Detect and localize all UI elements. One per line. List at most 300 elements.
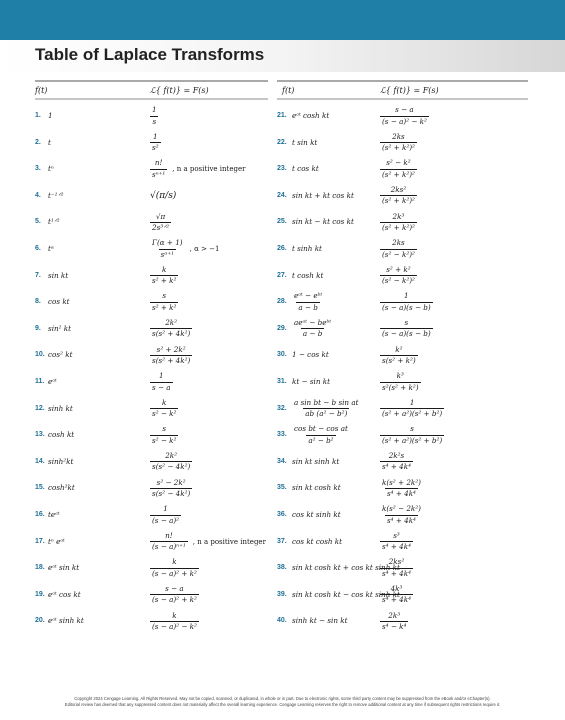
laplace-transform	[380, 130, 417, 156]
laplace-transform-fraction	[380, 399, 444, 419]
laplace-transform	[150, 316, 192, 342]
time-function: eᵃᵗ sin kt	[48, 563, 80, 573]
laplace-transform-fraction	[380, 425, 444, 445]
laplace-transform-denominator: s⁴ + 4k⁴	[382, 542, 411, 552]
table-row	[35, 608, 285, 634]
laplace-transform-fraction	[380, 266, 417, 286]
laplace-transform-fraction	[380, 532, 413, 552]
row-number: 21.	[277, 112, 287, 119]
time-function: eᵃᵗ sinh kt	[48, 616, 84, 626]
laplace-transform-numerator: k	[162, 264, 167, 274]
row-number: 32.	[277, 404, 287, 412]
time-function: cos kt sinh kt	[292, 510, 341, 519]
laplace-transform	[150, 156, 245, 182]
laplace-transform-numerator: 1	[404, 291, 409, 301]
table-row	[35, 396, 285, 422]
time-function: teᵃᵗ	[48, 510, 60, 519]
laplace-transform-frame	[380, 103, 429, 129]
laplace-transform-frame	[380, 582, 413, 608]
laplace-transform-frame	[150, 209, 171, 235]
laplace-transform-numerator: s	[410, 424, 414, 434]
time-function: eᵃᵗ cos kt	[48, 589, 81, 599]
laplace-transform	[380, 582, 413, 608]
laplace-transform-fraction	[150, 399, 178, 419]
row-number: 12.	[35, 404, 45, 412]
laplace-transform-text: √(π/s)	[150, 190, 177, 201]
laplace-transform-denominator: sᵅ⁺¹	[160, 249, 175, 259]
laplace-transform	[150, 263, 178, 289]
row-number: 29.	[277, 324, 287, 332]
laplace-transform-numerator: k²	[395, 344, 403, 354]
laplace-transform-numerator: n!	[165, 530, 173, 540]
laplace-transform-frame	[380, 555, 413, 581]
laplace-transform-fraction	[380, 186, 417, 206]
laplace-transform-denominator: (s² + a²)(s² + b²)	[382, 435, 443, 445]
laplace-transform-denominator: (s² + k²)²	[382, 222, 415, 232]
laplace-transform-numerator: s³	[393, 530, 400, 540]
laplace-transform-frame	[380, 502, 423, 528]
time-function-frame	[292, 422, 350, 448]
row-number: 16.	[35, 511, 45, 518]
laplace-transform-denominator: s² − k²	[152, 409, 177, 419]
laplace-transform-frame	[150, 130, 161, 156]
laplace-transform-numerator: 2ks	[392, 131, 405, 141]
laplace-transform-fraction	[380, 239, 417, 259]
laplace-transform	[150, 369, 173, 395]
laplace-transform-numerator: 1	[159, 371, 164, 381]
laplace-transform	[380, 289, 433, 315]
time-function-denominator: ab (a² − b²)	[305, 409, 348, 419]
copyright-footer	[20, 696, 545, 708]
row-number: 23.	[277, 165, 287, 173]
row-number: 27.	[277, 271, 287, 279]
laplace-transform-fraction	[380, 585, 413, 605]
time-function: eᵃᵗ	[48, 377, 57, 386]
time-function	[292, 316, 333, 342]
left-header-ft: f(t)	[35, 86, 48, 95]
laplace-transform-numerator: k³	[396, 371, 404, 381]
laplace-transform-frame	[380, 475, 423, 501]
laplace-transform-fraction	[150, 505, 181, 525]
laplace-transform	[380, 502, 423, 528]
laplace-transform	[380, 236, 417, 262]
laplace-transform-numerator: 2ks²	[388, 557, 405, 567]
laplace-transform-fraction	[380, 292, 433, 312]
laplace-transform-frame	[380, 422, 444, 448]
time-function: cosh kt	[48, 430, 75, 440]
laplace-transform-numerator: s² + 2k²	[156, 344, 186, 354]
laplace-transform-frame	[380, 396, 444, 422]
laplace-transform-denominator: (s − a)(s − b)	[382, 329, 431, 339]
row-number: 26.	[277, 245, 287, 252]
laplace-transform-frame	[150, 449, 192, 475]
laplace-transform-numerator: s	[162, 424, 167, 434]
laplace-transform-frame	[150, 582, 199, 608]
time-function: sin kt sinh kt	[292, 456, 340, 466]
laplace-transform-numerator: s − a	[165, 584, 184, 594]
laplace-transform-numerator: s² − 2k²	[156, 477, 186, 487]
laplace-transform-fraction	[150, 159, 167, 179]
laplace-transform-fraction	[380, 372, 421, 392]
table-row	[35, 475, 285, 501]
table-row	[277, 502, 527, 528]
time-function-frame	[292, 396, 361, 422]
laplace-transform-fraction	[150, 213, 171, 233]
laplace-transform	[150, 422, 178, 448]
laplace-transform-denominator: (s² + a²)(s² + b²)	[382, 409, 443, 419]
laplace-transform-numerator: 1	[153, 131, 158, 141]
footer-line-1: Copyright 2024 Cengage Learning. All Rights Reserved. May not be copied, scanned, or duplicated, in whole or in part. Due to electronic rights, some third party content may be suppressed from the eBook and/or eChapter(s).	[74, 696, 491, 701]
row-number: 15.	[35, 484, 45, 492]
laplace-transform-numerator: 2k³	[388, 610, 401, 620]
laplace-transform-frame	[150, 156, 245, 182]
laplace-transform	[150, 209, 171, 235]
time-function: tⁿ eᵃᵗ	[48, 536, 65, 546]
condition-note: , n a positive integer	[192, 537, 266, 546]
time-function-frame	[292, 316, 333, 342]
condition-note: , α > −1	[189, 245, 220, 253]
time-function: sin² kt	[48, 323, 72, 333]
time-function: cos kt cosh kt	[292, 536, 343, 546]
laplace-transform-denominator: s(s² + 4k²)	[152, 329, 191, 339]
laplace-transform-denominator: (s² − k²)²	[382, 276, 415, 286]
laplace-transform-numerator: s² − k²	[386, 158, 411, 168]
laplace-transform-denominator: s⁴ − k⁴	[382, 621, 407, 631]
laplace-transform-frame	[380, 183, 417, 209]
laplace-transform-denominator: s⁴ + 4k⁴	[386, 488, 416, 498]
laplace-transform-denominator: s⁴ + 4k⁴	[386, 515, 416, 525]
laplace-transform-frame	[380, 316, 433, 342]
laplace-transform-frame	[150, 103, 159, 129]
table-row	[277, 369, 527, 395]
row-number: 33.	[277, 431, 287, 439]
row-number: 34.	[277, 457, 287, 465]
laplace-transform-fraction	[150, 106, 159, 126]
time-function-numerator: eᵃᵗ − eᵇᵗ	[294, 291, 323, 301]
laplace-transform-frame	[380, 263, 417, 289]
laplace-transform-fraction	[150, 346, 192, 366]
laplace-transform	[380, 422, 444, 448]
laplace-transform-denominator: s(s² + k²)	[382, 355, 416, 365]
table-row	[35, 103, 285, 129]
laplace-transform-denominator: s⁴ + 4k⁴	[382, 462, 411, 472]
laplace-transform-fraction	[380, 319, 433, 339]
row-number: 31.	[277, 378, 287, 385]
laplace-transform-denominator: (s − a)²	[152, 515, 180, 525]
laplace-transform-denominator: (s − a)² + k²	[152, 595, 197, 605]
right-header-ft: f(t)	[282, 86, 295, 95]
time-function: sinh²kt	[48, 456, 74, 466]
laplace-transform	[150, 396, 178, 422]
laplace-transform-fraction	[380, 505, 423, 525]
laplace-transform-frame	[150, 369, 173, 395]
laplace-transform	[380, 608, 408, 634]
laplace-transform-fraction	[380, 106, 429, 126]
laplace-transform-numerator: k	[172, 557, 177, 567]
laplace-transform-fraction	[150, 452, 192, 472]
time-function: sinh kt − sin kt	[292, 616, 348, 626]
laplace-transform-fraction	[380, 133, 417, 153]
laplace-transform	[380, 183, 417, 209]
table-row	[35, 316, 285, 342]
laplace-transform-numerator: 2ks²	[390, 185, 407, 195]
laplace-transform	[150, 289, 178, 315]
row-number: 10.	[35, 351, 45, 359]
laplace-transform-fraction	[150, 532, 188, 552]
laplace-transform-fraction	[380, 479, 423, 499]
row-number: 25.	[277, 218, 287, 226]
laplace-transform-numerator: 4k³	[390, 584, 403, 594]
laplace-transform-fraction	[150, 425, 178, 445]
table-row	[35, 422, 285, 448]
table-row	[277, 582, 527, 608]
time-function: t⁻¹ᐟ²	[48, 190, 64, 200]
table-row	[277, 130, 527, 156]
laplace-transform-frame	[150, 608, 199, 634]
laplace-transform-denominator: (s² + k²)²	[382, 169, 415, 179]
laplace-transform-frame	[380, 369, 421, 395]
table-row	[35, 130, 285, 156]
laplace-transform	[380, 475, 423, 501]
time-function: eᵃᵗ cosh kt	[292, 111, 330, 120]
table-row	[35, 555, 285, 581]
laplace-transform-numerator: 1	[163, 504, 168, 514]
laplace-transform-fraction	[380, 452, 413, 472]
table-row	[277, 183, 527, 209]
table-row	[277, 608, 527, 634]
table-row	[277, 103, 527, 129]
time-function-numerator: cos bt − cos at	[294, 424, 348, 434]
laplace-transform	[380, 156, 417, 182]
laplace-transform-frame	[150, 183, 176, 209]
time-function-denominator: a² − b²	[308, 435, 334, 445]
laplace-transform-denominator: s	[152, 116, 157, 126]
laplace-transform-numerator: k	[162, 397, 167, 407]
laplace-transform-numerator: s − a	[395, 105, 414, 115]
time-function	[292, 396, 361, 422]
laplace-transform-numerator: k(s² + 2k²)	[382, 477, 421, 487]
row-number: 35.	[277, 484, 287, 492]
laplace-transform-denominator: s⁴ + 4k⁴	[382, 568, 411, 578]
laplace-transform	[150, 582, 199, 608]
row-number: 24.	[277, 191, 287, 199]
laplace-transform-numerator: 1	[409, 397, 415, 407]
laplace-transform-denominator: (s − a)² − k²	[382, 116, 427, 126]
time-function: sin kt cosh kt − cos kt sinh kt	[292, 589, 400, 599]
top-color-band	[0, 0, 565, 40]
laplace-transform	[150, 555, 199, 581]
laplace-transform-numerator: s	[162, 291, 167, 301]
time-function-fraction	[292, 425, 350, 445]
laplace-transform-numerator: 1	[152, 105, 157, 115]
time-function: t	[48, 137, 51, 147]
time-function: 1 − cos kt	[292, 350, 329, 360]
laplace-transform-denominator: s²(s² + k²)	[382, 382, 419, 392]
laplace-transform	[150, 608, 199, 634]
laplace-transform-frame	[150, 529, 266, 555]
laplace-transform-frame	[380, 449, 413, 475]
laplace-transform-fraction	[380, 346, 418, 366]
time-function	[292, 289, 324, 315]
laplace-transform-numerator: k	[172, 610, 177, 620]
time-function: tⁿ	[48, 164, 54, 174]
row-number: 1.	[35, 112, 41, 119]
row-number: 22.	[277, 138, 287, 146]
row-number: 7.	[35, 271, 41, 279]
table-row	[277, 156, 527, 182]
laplace-transform	[150, 475, 192, 501]
table-row	[277, 449, 527, 475]
laplace-transform-numerator: 2k²	[165, 451, 178, 461]
time-function-denominator: a − b	[298, 302, 318, 312]
laplace-transform-fraction	[150, 266, 178, 286]
laplace-transform-fraction	[150, 479, 192, 499]
row-number: 8.	[35, 298, 41, 306]
laplace-transform-fraction	[380, 159, 417, 179]
laplace-transform-fraction	[150, 239, 185, 259]
laplace-transform-frame	[150, 475, 192, 501]
time-function: sin kt cosh kt + cos kt sinh kt	[292, 563, 400, 573]
laplace-transform-frame	[150, 289, 178, 315]
laplace-transform-denominator: sⁿ⁺¹	[152, 169, 166, 179]
laplace-transform-fraction	[150, 585, 199, 605]
laplace-transform	[150, 342, 192, 368]
time-function-fraction	[292, 399, 361, 419]
table-row	[277, 342, 527, 368]
time-function: t cosh kt	[292, 270, 324, 280]
laplace-transform-denominator: (s − a)² − k²	[152, 621, 197, 631]
right-header-fs: ℒ{ f(t)} = F(s)	[380, 86, 439, 95]
laplace-transform-frame	[150, 236, 219, 262]
time-function-fraction	[292, 319, 333, 339]
time-function-numerator: aeᵃᵗ − beᵇᵗ	[294, 318, 332, 328]
table-row	[35, 209, 285, 235]
laplace-transform	[380, 555, 413, 581]
table-row	[277, 236, 527, 262]
table-row	[35, 183, 285, 209]
laplace-transform-numerator: Γ(α + 1)	[152, 238, 183, 248]
laplace-transform-fraction	[150, 612, 199, 632]
laplace-transform-fraction	[150, 319, 192, 339]
laplace-transform-numerator: 2k²s	[388, 451, 405, 461]
laplace-transform-fraction	[380, 213, 417, 233]
laplace-transform-frame	[380, 156, 417, 182]
table-row	[35, 582, 285, 608]
row-number: 3.	[35, 165, 41, 173]
laplace-transform	[150, 449, 192, 475]
table-row	[35, 529, 285, 555]
laplace-transform-frame	[380, 529, 413, 555]
time-function: sin kt + kt cos kt	[292, 190, 354, 200]
laplace-transform-denominator: s²	[152, 143, 159, 153]
row-number: 17.	[35, 537, 45, 545]
laplace-transform	[150, 103, 159, 129]
row-number: 6.	[35, 245, 41, 252]
laplace-transform-frame	[380, 289, 433, 315]
time-function: t cos kt	[292, 164, 319, 174]
row-number: 5.	[35, 218, 41, 226]
table-row	[277, 289, 527, 315]
footer-line-2: Editorial review has deemed that any suppressed content does not materially affect the overall learning experience. Cengage Learning reserves the right to remove additional content at any time if subsequent rights restrictions require it.	[64, 702, 501, 707]
laplace-transform-denominator: s⁴ + 4k⁴	[382, 595, 411, 605]
row-number: 37.	[277, 537, 287, 545]
laplace-transform	[380, 529, 413, 555]
table-row	[35, 289, 285, 315]
table-row	[35, 156, 285, 182]
time-function: t sin kt	[292, 137, 318, 147]
laplace-transform-denominator: (s − a)(s − b)	[382, 302, 431, 312]
time-function: t¹ᐟ²	[48, 217, 60, 227]
laplace-transform-denominator: (s − a)² + k²	[152, 568, 197, 578]
laplace-transform	[150, 130, 161, 156]
laplace-transform-numerator: s² + k²	[386, 264, 411, 274]
laplace-transform-frame	[150, 422, 178, 448]
row-number: 14.	[35, 457, 45, 465]
table-row	[35, 263, 285, 289]
time-function: sin kt cosh kt	[292, 483, 341, 493]
row-number: 20.	[35, 617, 45, 625]
row-number: 28.	[277, 298, 287, 306]
table-row	[277, 422, 527, 448]
table-row	[277, 555, 527, 581]
time-function-fraction	[292, 292, 324, 312]
laplace-transform-numerator: n!	[154, 158, 163, 168]
table-row	[35, 342, 285, 368]
laplace-transform	[150, 183, 176, 209]
laplace-transform-denominator: s² + k²	[152, 276, 177, 286]
laplace-transform-fraction	[150, 133, 161, 153]
laplace-transform	[380, 369, 421, 395]
laplace-transform	[380, 316, 433, 342]
row-number: 4.	[35, 191, 41, 199]
laplace-transform-denominator: s − a	[152, 382, 171, 392]
laplace-transform-frame	[380, 608, 408, 634]
laplace-transform	[380, 342, 418, 368]
laplace-transform	[150, 502, 181, 528]
row-number: 11.	[35, 378, 45, 385]
laplace-transform	[380, 209, 417, 235]
laplace-transform-fraction	[380, 612, 408, 632]
time-function: t sinh kt	[292, 244, 322, 253]
laplace-transform-frame	[380, 342, 418, 368]
table-row	[277, 529, 527, 555]
time-function-numerator: a sin bt − b sin at	[294, 397, 359, 407]
table-row	[35, 502, 285, 528]
row-number: 9.	[35, 324, 41, 332]
time-function-frame	[292, 289, 324, 315]
laplace-transform	[380, 103, 429, 129]
laplace-transform-numerator: k(s² − 2k²)	[382, 504, 421, 514]
row-number: 36.	[277, 511, 287, 518]
laplace-transform-frame	[150, 316, 192, 342]
laplace-transform-denominator: 2s³ᐟ²	[152, 222, 170, 232]
laplace-transform-numerator: √π	[155, 211, 166, 221]
row-number: 19.	[35, 590, 45, 598]
laplace-transform-fraction	[150, 372, 173, 392]
laplace-transform-frame	[150, 396, 178, 422]
time-function: sin kt − kt cos kt	[292, 217, 354, 227]
laplace-transform-frame	[150, 342, 192, 368]
time-function: 1	[48, 111, 53, 120]
time-function: tᵅ	[48, 244, 54, 253]
page-title: Table of Laplace Transforms	[35, 45, 265, 64]
row-number: 38.	[277, 564, 287, 572]
laplace-transform	[380, 263, 417, 289]
row-number: 2.	[35, 138, 41, 146]
laplace-transform-fraction	[150, 292, 178, 312]
laplace-transform-frame	[380, 236, 417, 262]
row-number: 18.	[35, 564, 45, 572]
